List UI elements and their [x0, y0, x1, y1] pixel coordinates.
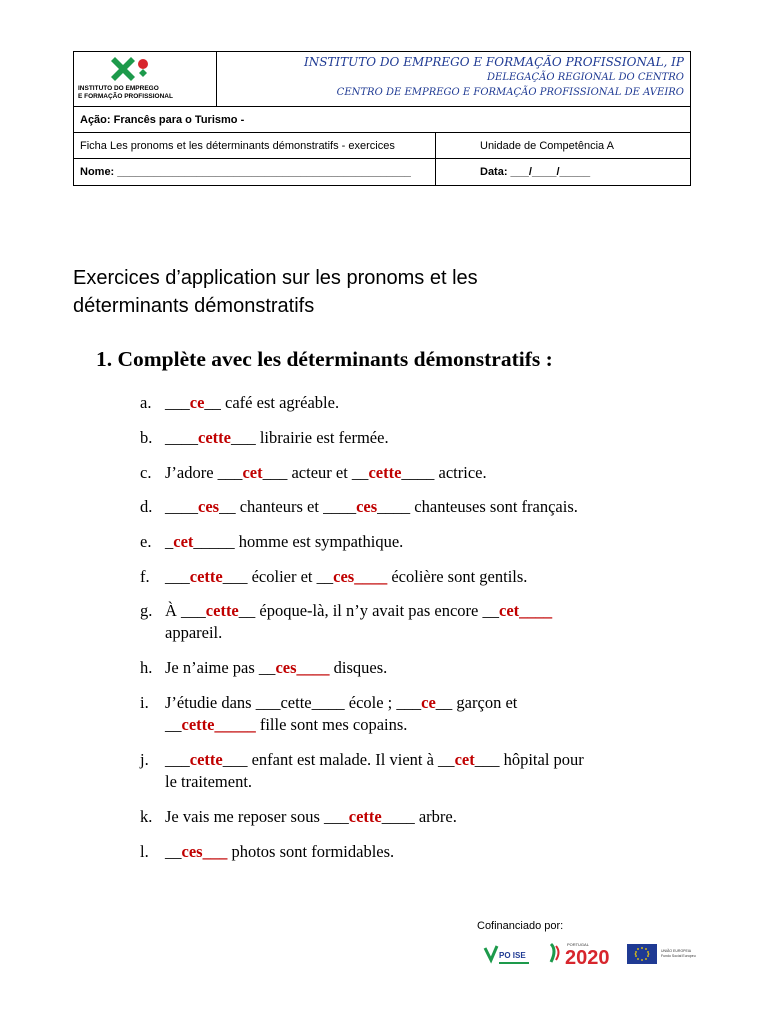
item-marker: i. — [140, 693, 149, 712]
text-part: ____ actrice. — [401, 463, 487, 482]
text-part: photos sont formidables. — [227, 842, 395, 861]
text-part: ____ arbre. — [381, 807, 457, 826]
item-text-line-2: appareil. — [165, 623, 223, 642]
worksheet-title: Ficha Les pronoms et les déterminants démonstratifs - exercices — [74, 133, 436, 159]
cofunding-logos — [477, 936, 697, 976]
answer-blank: ____ — [519, 601, 553, 620]
item-text — [165, 657, 700, 679]
answer: cet — [173, 532, 194, 551]
answer: cette — [198, 428, 231, 447]
competence-unit: Unidade de Competência A — [436, 133, 691, 159]
text-part: __ café est agréable. — [204, 393, 340, 412]
page-title — [73, 264, 693, 320]
item-text — [165, 600, 700, 622]
text-part: ____ — [165, 497, 198, 516]
eu-flag-icon — [627, 944, 657, 964]
text-part: _ — [165, 532, 174, 551]
item-text — [165, 462, 700, 484]
item-marker: l. — [140, 842, 149, 861]
answer-blank: ___ — [202, 842, 228, 861]
item-text — [165, 531, 700, 553]
iefp-logo-icon — [107, 55, 157, 85]
page-title-line-1: Exercices d’application sur les pronoms et les — [73, 267, 478, 289]
text-part: __ époque-là, il n’y avait pas encore __ — [238, 601, 500, 620]
item-marker: f. — [140, 567, 150, 586]
item-text — [165, 841, 700, 863]
item-marker: k. — [140, 807, 153, 826]
logo-text: INSTITUTO DO EMPREGO E FORMAÇÃO PROFISSIONAL — [78, 85, 173, 100]
header-table — [73, 51, 691, 186]
answer: ces — [356, 497, 378, 516]
item-text — [165, 427, 700, 449]
answer: cette — [368, 463, 402, 482]
text-part: __ chanteurs et ____ — [219, 497, 357, 516]
text-part: J’étudie dans ___cette____ école ; ___ — [165, 693, 422, 712]
organization-info — [217, 52, 691, 107]
date-field: Data: ___/____/_____ — [436, 159, 691, 186]
text-part: Je n’aime pas __ — [165, 658, 276, 677]
item-text-line-2: le traitement. — [165, 772, 253, 791]
eu-text — [661, 948, 696, 958]
answer-blank: _____ — [214, 715, 256, 734]
employment-center: CENTRO DE EMPREGO E FORMAÇÃO PROFISSIONAL DE AVEIRO — [336, 87, 684, 98]
eu-flag-logo — [627, 944, 696, 964]
answer: cet — [242, 463, 263, 482]
item-marker: b. — [140, 428, 153, 447]
text-part: J’adore ___ — [165, 463, 243, 482]
answer: cet — [499, 601, 520, 620]
answer: cette — [181, 715, 215, 734]
item-marker: h. — [140, 658, 153, 677]
text-part: ___ écolier et __ — [222, 567, 334, 586]
regional-delegation: DELEGAÇÃO REGIONAL DO CENTRO — [487, 72, 684, 83]
text-part: écolière sont gentils. — [387, 567, 528, 586]
text-part: _____ homme est sympathique. — [193, 532, 404, 551]
answer: ces — [275, 658, 297, 677]
answer: cette — [348, 807, 382, 826]
eu-text-line-2: Fundo Social Europeu — [661, 954, 696, 958]
item-text — [165, 692, 700, 714]
text-part: ___ enfant est malade. Il vient à __ — [222, 750, 455, 769]
text-part: ___ — [165, 567, 190, 586]
text-part: À ___ — [165, 601, 206, 620]
text-part: __ garçon et — [435, 693, 518, 712]
answer-blank: ____ — [296, 658, 330, 677]
item-text — [165, 566, 700, 588]
item-marker: g. — [140, 601, 153, 620]
answer: ce — [189, 393, 205, 412]
page-title-line-2: déterminants démonstratifs — [73, 295, 315, 317]
section-heading — [96, 347, 553, 372]
item-marker: a. — [140, 393, 152, 412]
organization-name: INSTITUTO DO EMPREGO E FORMAÇÃO PROFISSIONAL, IP — [303, 55, 684, 69]
item-text — [165, 806, 700, 828]
text-part: ___ librairie est fermée. — [230, 428, 389, 447]
answer: cette — [189, 567, 223, 586]
section-title: Complète avec les déterminants démonstratifs : — [117, 347, 553, 371]
course-action: Ação: Francês para o Turismo - — [74, 107, 691, 133]
text-part: ___ — [165, 393, 190, 412]
logo-cell — [74, 52, 217, 107]
answer: ces — [181, 842, 203, 861]
name-field: Nome: ________________________________________________ — [74, 159, 436, 186]
text-part: __ — [165, 715, 182, 734]
po-ise-logo — [485, 946, 529, 964]
answer-blank: ____ — [354, 567, 388, 586]
portugal-2020-logo — [551, 942, 610, 969]
item-marker: e. — [140, 532, 152, 551]
section-number: 1. — [96, 347, 113, 371]
answer: ces — [333, 567, 355, 586]
item-text — [165, 392, 700, 414]
item-text — [165, 749, 700, 771]
po-ise-text: PO ISE — [499, 951, 526, 960]
item-marker: d. — [140, 497, 153, 516]
text-part: disques. — [329, 658, 388, 677]
2020-text: 2020 — [565, 947, 610, 969]
answer: cette — [205, 601, 239, 620]
text-part: Je vais me reposer sous ___ — [165, 807, 349, 826]
item-marker: j. — [140, 750, 149, 769]
text-part: ____ — [165, 428, 198, 447]
answer: cette — [189, 750, 223, 769]
item-text-line-2 — [165, 714, 700, 736]
cofunding-label: Cofinanciado por: — [477, 920, 564, 932]
eu-text-line-1: UNIÃO EUROPEIA — [661, 949, 691, 953]
item-marker: c. — [140, 463, 152, 482]
answer: ce — [421, 693, 436, 712]
text-part: ___ — [165, 750, 190, 769]
text-part: __ — [165, 842, 182, 861]
text-part: fille sont mes copains. — [255, 715, 408, 734]
text-part: ____ chanteuses sont français. — [377, 497, 578, 516]
item-text — [165, 496, 700, 518]
text-part: ___ hôpital pour — [474, 750, 584, 769]
answer: ces — [198, 497, 220, 516]
portugal-text: PORTUGAL — [567, 942, 589, 947]
text-part: ___ acteur et __ — [262, 463, 369, 482]
answer: cet — [454, 750, 475, 769]
